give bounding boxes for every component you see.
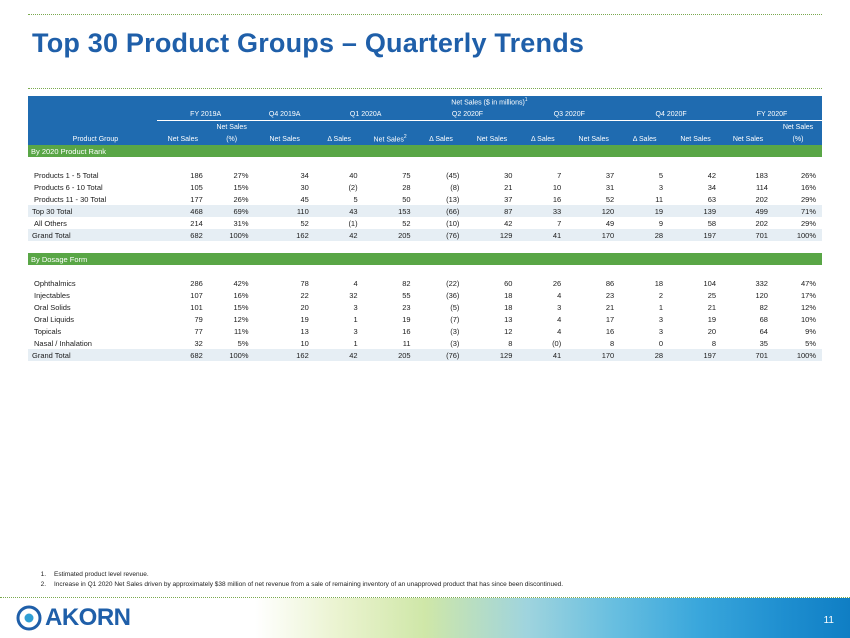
table-row [28, 193, 822, 205]
cell-fy2020-pct: 26% [800, 170, 816, 180]
title-divider [28, 88, 822, 89]
cell-q42020-delta: 28 [620, 229, 669, 241]
section-header-row [28, 253, 822, 265]
table-row [28, 337, 822, 349]
period-q42019a: Q4 2019A [255, 108, 315, 121]
cell-q32020-netsales: 86 [605, 278, 615, 288]
cell-q32020-netsales: 31 [605, 182, 615, 192]
cell-fy2020-pct: 71% [774, 205, 822, 217]
cell-q42020-netsales: 34 [707, 182, 717, 192]
cell-fy2020-netsales: 114 [756, 182, 768, 192]
cell-fy2019-netsales: 79 [194, 314, 203, 324]
cell-fy2020-pct: 16% [800, 182, 816, 192]
cell-fy2019-pct: 26% [233, 194, 249, 204]
subhdr-blank-9 [620, 121, 669, 134]
cell-q22020-delta: (5) [450, 302, 460, 312]
cell-fy2019-netsales: 468 [157, 205, 209, 217]
cell-q42020-netsales: 139 [669, 205, 722, 217]
subhdr-blank-5 [417, 121, 466, 134]
cell-q32020-delta: 4 [557, 314, 562, 324]
cell-q22020-netsales: 42 [504, 218, 513, 228]
cell-fy2020-pct: 47% [800, 278, 816, 288]
cell-fy2019-pct: 5% [237, 338, 249, 348]
cell-q22020-netsales: 129 [465, 229, 518, 241]
cell-q12020-netsales: 55 [402, 290, 411, 300]
col-q22020-netsales: Net Sales [476, 135, 508, 143]
cell-q32020-delta: 41 [518, 349, 567, 361]
table-row [28, 277, 822, 289]
cell-q12020-netsales: 153 [364, 205, 417, 217]
cell-q42019-netsales: 10 [300, 338, 309, 348]
cell-fy2020-pct: 100% [774, 229, 822, 241]
cell-fy2019-netsales: 682 [157, 349, 209, 361]
cell-fy2019-netsales: 214 [190, 218, 203, 228]
table-units-row [28, 96, 822, 108]
cell-q22020-netsales: 13 [504, 314, 513, 324]
footnote-text: Estimated product level revenue. [54, 570, 149, 578]
table-row [28, 169, 822, 181]
col-q22020-delta: Δ Sales [429, 135, 453, 143]
table-column-header-row [28, 133, 822, 145]
cell-q32020-netsales: 17 [605, 314, 615, 324]
cell-q42020-netsales: 58 [707, 218, 717, 228]
row-label: Top 30 Total [28, 205, 157, 217]
cell-fy2020-netsales: 82 [759, 302, 768, 312]
cell-q12020-netsales: 28 [402, 182, 411, 192]
cell-q42019-netsales: 20 [300, 302, 309, 312]
cell-q32020-netsales: 170 [567, 349, 620, 361]
cell-q32020-netsales: 16 [605, 326, 615, 336]
cell-q12020-delta: (2) [348, 182, 358, 192]
cell-q32020-netsales: 37 [605, 170, 615, 180]
cell-fy2020-netsales: 120 [755, 290, 768, 300]
cell-fy2020-netsales: 183 [755, 170, 768, 180]
cell-q42019-netsales: 162 [255, 229, 315, 241]
row-label: Oral Solids [34, 302, 71, 312]
units-label: Net Sales ($ in millions)$^1$ [157, 96, 822, 108]
cell-q22020-netsales: 8 [508, 338, 513, 348]
period-fy2020f: FY 2020F [722, 108, 822, 121]
col-q42020-delta: Δ Sales [632, 135, 657, 143]
cell-q22020-delta: (76) [417, 349, 466, 361]
row-label: Grand Total [28, 229, 157, 241]
row-label: Topicals [34, 326, 62, 336]
cell-fy2019-pct: 11% [234, 326, 249, 336]
cell-q12020-delta: 3 [353, 302, 358, 312]
akorn-mark-icon [16, 605, 42, 631]
cell-q42019-netsales: 19 [300, 314, 309, 324]
spacer-cell [28, 241, 822, 253]
netsales-superscript: 2 [403, 134, 407, 141]
cell-fy2019-pct: 31% [233, 218, 249, 228]
cell-q22020-delta: (3) [450, 326, 460, 336]
table-row [28, 301, 822, 313]
cell-q32020-netsales: 49 [605, 218, 615, 228]
top-divider [28, 14, 822, 15]
cell-q32020-netsales: 8 [610, 338, 615, 348]
section-spacer [28, 157, 822, 169]
cell-q22020-delta: (8) [450, 182, 460, 192]
cell-fy2019-pct: 100% [209, 349, 255, 361]
cell-fy2020-netsales: 499 [722, 205, 774, 217]
cell-q22020-delta: (66) [417, 205, 466, 217]
row-label: Ophthalmics [34, 278, 76, 288]
cell-q42020-delta: 5 [658, 170, 664, 180]
col-q42020-netsales: Net Sales [680, 135, 711, 143]
table-row-total [28, 349, 822, 361]
cell-q32020-delta: 41 [518, 229, 567, 241]
page-title: Top 30 Product Groups – Quarterly Trends [32, 28, 585, 58]
cell-q12020-delta: 32 [349, 290, 358, 300]
akorn-logo-text: AKORN [45, 604, 131, 631]
table-row [28, 325, 822, 337]
col-fy2019-pct: (%) [226, 135, 238, 143]
cell-q42019-netsales: 22 [300, 290, 309, 300]
cell-fy2020-netsales: 202 [755, 194, 768, 204]
cell-fy2020-netsales: 332 [755, 278, 768, 288]
table-row [28, 313, 822, 325]
cell-q32020-delta: 16 [552, 194, 562, 204]
cell-fy2019-pct: 69% [209, 205, 255, 217]
section-spacer [28, 265, 822, 277]
spacer-cell [28, 157, 822, 169]
cell-q42020-delta: 3 [658, 182, 664, 192]
units-spacer [28, 96, 157, 108]
cell-fy2019-netsales: 105 [190, 182, 203, 192]
cell-q22020-delta: (22) [446, 278, 460, 288]
row-label: All Others [34, 218, 67, 228]
cell-fy2019-pct: 27% [233, 170, 249, 180]
row-label: Products 11 - 30 Total [34, 194, 107, 204]
cell-q12020-delta: 40 [349, 170, 358, 180]
cell-q42019-netsales: 34 [300, 170, 309, 180]
cell-fy2019-netsales: 32 [194, 338, 203, 348]
cell-q22020-delta: (76) [417, 229, 466, 241]
subhdr-blank-7 [518, 121, 567, 134]
cell-q42020-netsales: 104 [703, 278, 717, 288]
subhdr-blank-4 [364, 121, 417, 134]
cell-fy2020-netsales: 64 [759, 326, 768, 336]
col-q12020-netsales: Net Sales$^2$ [373, 134, 407, 144]
cell-q12020-netsales: 19 [402, 314, 411, 324]
cell-q12020-delta: (1) [348, 218, 358, 228]
period-q32020f: Q3 2020F [518, 108, 620, 121]
cell-q42019-netsales: 30 [300, 182, 309, 192]
cell-q12020-netsales: 205 [364, 349, 417, 361]
col-q32020-delta: Δ Sales [530, 135, 555, 143]
subhdr-blank-11 [722, 121, 774, 134]
cell-q12020-netsales: 50 [402, 194, 411, 204]
table-period-row [28, 108, 822, 121]
period-q22020f: Q2 2020F [417, 108, 519, 121]
cell-q22020-delta: (36) [446, 290, 460, 300]
cell-fy2020-pct: 17% [800, 290, 816, 300]
row-label: Oral Liquids [34, 314, 75, 324]
col-q12020-delta: Δ Sales [327, 135, 352, 143]
cell-q22020-netsales: 87 [465, 205, 518, 217]
table-row [28, 289, 822, 301]
cell-q42019-netsales: 162 [255, 349, 315, 361]
units-superscript: 1 [524, 97, 528, 104]
cell-q12020-delta: 1 [353, 314, 358, 324]
cell-q12020-netsales: 16 [402, 326, 411, 336]
cell-fy2019-pct: 15% [233, 302, 249, 312]
subhdr-blank-8 [567, 121, 620, 134]
period-q12020a: Q1 2020A [315, 108, 417, 121]
cell-q12020-netsales: 52 [402, 218, 411, 228]
cell-q32020-delta: 7 [557, 170, 562, 180]
period-spacer [28, 108, 157, 121]
cell-q12020-netsales: 11 [402, 338, 411, 348]
row-label: Nasal / Inhalation [34, 338, 92, 348]
subhdr-spacer [28, 121, 157, 134]
col-fy2020-netsales: Net Sales [732, 135, 764, 143]
section-title-product-rank: By 2020 Product Rank [28, 145, 822, 157]
cell-fy2020-pct: 100% [774, 349, 822, 361]
table-main [28, 96, 822, 361]
cell-q42020-delta: 28 [620, 349, 669, 361]
col-q32020-netsales: Net Sales [578, 135, 609, 143]
cell-q42020-delta: 18 [654, 278, 664, 288]
cell-q22020-netsales: 21 [504, 182, 513, 192]
cell-fy2019-pct: 100% [209, 229, 255, 241]
table-row [28, 181, 822, 193]
cell-q22020-netsales: 12 [504, 326, 513, 336]
footnote-text: Increase in Q1 2020 Net Sales driven by approximately $38 million of net revenue from a sale of remaining inventory of an unapproved product that has since been discontinued. [54, 580, 564, 588]
cell-q32020-delta: 4 [557, 290, 562, 300]
subhdr-blank-3 [315, 121, 364, 134]
period-fy2019a: FY 2019A [157, 108, 255, 121]
cell-fy2020-netsales: 68 [759, 314, 768, 324]
cell-fy2019-netsales: 186 [190, 170, 203, 180]
col-fy2019-netsales: Net Sales [167, 135, 198, 143]
spacer-cell [28, 265, 822, 277]
col-fy2020-pct: (%) [792, 135, 804, 143]
subhdr-blank-1 [157, 121, 209, 134]
row-label: Products 1 - 5 Total [34, 170, 99, 180]
cell-q12020-netsales: 205 [364, 229, 417, 241]
cell-q12020-delta: 42 [315, 349, 364, 361]
cell-q32020-delta: (0) [552, 338, 562, 348]
cell-q32020-delta: 3 [557, 302, 562, 312]
cell-q32020-delta: 7 [557, 218, 562, 228]
cell-q42019-netsales: 45 [300, 194, 309, 204]
cell-q22020-delta: (13) [446, 194, 460, 204]
cell-q42019-netsales: 13 [300, 326, 309, 336]
cell-fy2019-netsales: 101 [190, 302, 203, 312]
cell-q42020-netsales: 20 [707, 326, 717, 336]
footnotes [36, 570, 816, 590]
cell-q42020-netsales: 197 [669, 229, 722, 241]
cell-q12020-delta: 43 [315, 205, 364, 217]
row-label: Injectables [34, 290, 70, 300]
cell-q32020-netsales: 52 [605, 194, 615, 204]
section-title-dosage-form: By Dosage Form [28, 253, 822, 265]
cell-q42020-netsales: 197 [669, 349, 722, 361]
cell-q42019-netsales: 110 [255, 205, 315, 217]
cell-q32020-delta: 4 [557, 326, 562, 336]
cell-fy2019-netsales: 682 [157, 229, 209, 241]
cell-q42019-netsales: 52 [300, 218, 309, 228]
cell-q42020-delta: 9 [658, 218, 664, 228]
cell-q22020-netsales: 30 [504, 170, 513, 180]
cell-q12020-netsales: 82 [402, 278, 411, 288]
cell-fy2019-netsales: 107 [190, 290, 203, 300]
cell-q22020-delta: (10) [446, 218, 460, 228]
cell-q12020-delta: 42 [315, 229, 364, 241]
cell-q22020-netsales: 18 [504, 290, 513, 300]
row-label: Products 6 - 10 Total [34, 182, 103, 192]
akorn-logo [16, 604, 131, 632]
footnote-item [36, 570, 816, 580]
cell-q12020-delta: 5 [353, 194, 358, 204]
cell-q12020-delta: 4 [353, 278, 358, 288]
cell-q12020-delta: 1 [353, 338, 358, 348]
cell-q42020-delta: 0 [658, 338, 664, 348]
subhdr-blank-10 [669, 121, 722, 134]
cell-q12020-delta: 3 [353, 326, 358, 336]
cell-fy2019-pct: 15% [233, 182, 249, 192]
period-q42020f: Q4 2020F [620, 108, 722, 121]
footnote-number: 1. [40, 570, 46, 578]
section-header-row [28, 145, 822, 157]
table-row-total [28, 229, 822, 241]
cell-q22020-netsales: 18 [504, 302, 513, 312]
cell-q42020-netsales: 25 [707, 290, 717, 300]
cell-fy2020-pct: 5% [805, 338, 816, 348]
subhdr-blank-6 [465, 121, 518, 134]
cell-q42020-netsales: 19 [707, 314, 717, 324]
cell-q42020-netsales: 42 [707, 170, 717, 180]
cell-q32020-netsales: 170 [567, 229, 620, 241]
cell-fy2020-netsales: 701 [722, 229, 774, 241]
cell-q22020-netsales: 129 [465, 349, 518, 361]
cell-fy2019-netsales: 77 [194, 326, 203, 336]
table-row-total [28, 205, 822, 217]
subhdr-blank-2 [255, 121, 315, 134]
cell-q32020-delta: 26 [552, 278, 562, 288]
cell-fy2019-pct: 42% [233, 278, 249, 288]
cell-fy2020-netsales: 701 [722, 349, 774, 361]
cell-q42020-delta: 3 [658, 314, 664, 324]
cell-q32020-netsales: 120 [567, 205, 620, 217]
page-number: 11 [823, 615, 834, 626]
cell-fy2020-pct: 12% [800, 302, 816, 312]
cell-q22020-delta: (45) [446, 170, 460, 180]
subhdr-pct-top-fy2020: Net Sales [782, 123, 814, 131]
cell-q22020-delta: (3) [450, 338, 460, 348]
cell-q22020-netsales: 60 [504, 278, 513, 288]
cell-q12020-netsales: 75 [402, 170, 411, 180]
cell-q42020-delta: 1 [658, 302, 664, 312]
cell-q12020-netsales: 23 [402, 302, 411, 312]
cell-q42020-delta: 19 [620, 205, 669, 217]
cell-fy2019-pct: 16% [233, 290, 249, 300]
cell-q42020-delta: 3 [658, 326, 664, 336]
cell-fy2019-netsales: 286 [190, 278, 203, 288]
table-subhdr-top [28, 121, 822, 134]
cell-fy2020-netsales: 202 [755, 218, 768, 228]
cell-q42020-netsales: 63 [707, 194, 717, 204]
cell-fy2020-netsales: 35 [759, 338, 768, 348]
cell-fy2019-netsales: 177 [190, 194, 203, 204]
col-product-group: Product Group [72, 135, 119, 143]
cell-q22020-delta: (7) [450, 314, 460, 324]
footnote-item [36, 580, 816, 590]
subhdr-pct-top-fy2019: Net Sales [216, 123, 247, 131]
quarterly-trends-table [28, 96, 822, 361]
cell-fy2020-pct: 10% [800, 314, 816, 324]
cell-q42020-delta: 11 [655, 194, 664, 204]
cell-q42020-netsales: 8 [711, 338, 717, 348]
cell-q22020-netsales: 37 [504, 194, 513, 204]
table-row [28, 217, 822, 229]
row-label: Grand Total [28, 349, 157, 361]
section-gap [28, 241, 822, 253]
cell-q32020-netsales: 21 [605, 302, 615, 312]
cell-q42019-netsales: 78 [300, 278, 309, 288]
cell-fy2020-pct: 29% [800, 194, 816, 204]
cell-fy2020-pct: 29% [800, 218, 816, 228]
cell-q32020-delta: 10 [552, 182, 562, 192]
cell-q32020-netsales: 23 [605, 290, 615, 300]
footnote-number: 2. [40, 580, 46, 588]
cell-q42020-netsales: 21 [707, 302, 717, 312]
cell-fy2019-pct: 12% [233, 314, 249, 324]
cell-q42020-delta: 2 [658, 290, 664, 300]
cell-fy2020-pct: 9% [805, 326, 816, 336]
cell-q32020-delta: 33 [518, 205, 567, 217]
col-q42019-netsales: Net Sales [269, 135, 300, 143]
